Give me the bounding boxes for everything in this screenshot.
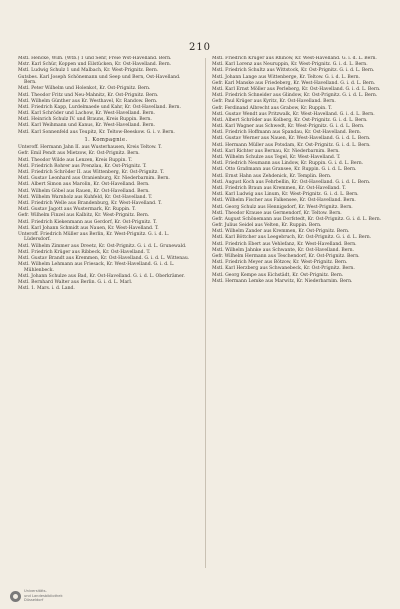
list-entry: Mstl. Karl Johann Schmidt aus Nauen, Kr. West-Havelland. T. [18, 225, 159, 231]
list-entry: Mstl. Karl Ludwig aus Linum, Kr. West-Prignitz. G. i. d. L. Bern. [212, 192, 359, 198]
list-entry: Mstl. Gustav Wendt aus Pritzwalk, Kr. West-Havelland. G. i. d. L. Bern. [212, 111, 375, 117]
right-column [212, 56, 388, 576]
list-entry: Mstl. 1. Mars. i. d. Land. [18, 286, 75, 292]
list-entry: Mstl. Karl Schröder und Lachow, Kr. West-Havelland. Bern. [18, 111, 155, 117]
list-entry: Mstl. Albert Simon aus Marolin, Kr. Ost-Havelland. Bern. [18, 182, 150, 188]
list-entry: Mstl. Karl Sonnenfeld aus Teupitz, Kr. Teltow-Beeskow. G. i. v. Bern. [18, 129, 175, 135]
list-entry: Mstl. Theodor Krause aus Germendorf, Kr. Teltow. Bern. [212, 210, 342, 216]
list-entry: Mstl. Wilhelm Günther aus Kr. Westhavel, Kr. Randow. Bern. [18, 98, 158, 104]
list-entry: Mstl. Otto Graßmann aus Gransee, Kr. Ruppin. G. i. d. L. Bern. [212, 167, 357, 173]
list-entry: Mstl. Friedrich Kiekenmann aus Gerdorf, Kr. Ost-Prignitz. T. [18, 219, 157, 225]
list-entry: Mstl. Wilhelm Schulze aus Tegel, Kr. West-Havelland. T. [212, 155, 341, 160]
list-entry: Mstl. Friedrich Welle aus Brandenburg, Kr. West-Havelland. T. [18, 200, 162, 206]
library-logo-icon [10, 591, 21, 602]
list-entry: Mstl. Heinrich Schulz IV. und Brauns, Kreis Ruppin. Bern. [18, 117, 152, 123]
list-entry: Gutsbes. Karl Joseph Schönemann und Seep und Bern, Ost-Havelland. Bern. [18, 74, 181, 86]
list-entry: Mstl. Karl Weihmann und Kanus, Kr. West-Havelland. Bern. [18, 123, 155, 129]
logo-line-3: Düsseldorf [24, 598, 44, 603]
page-number: 210 [188, 42, 212, 53]
list-entry: Gefr. Julius Seidel aus Velten, Kr. Ruppin. Bern. [212, 223, 322, 229]
list-entry: Mstl. Wilhelm Zimmer aus Dreetz, Kr. Ost-Prignitz. G. i. d. L. Grunewald. [18, 243, 187, 249]
list-entry: Mstl. Johann Schulze aus Bad, Kr. Ost-Havelland. G. i. d. L. Oberkrämer. [18, 274, 185, 279]
list-entry: Gefr. Wilhelm Finzel aus Kalbitz, Kr. West-Prignitz. Bern. [18, 213, 150, 219]
list-entry: Mstl. Theodor Fritz und Neu-Mahnitz, Kr. Ost-Prignitz. Bern. [18, 92, 159, 98]
list-entry: Mstl. Hermann Lemke aus Marwitz, Kr. Niederbarnim. Bern. [212, 278, 353, 284]
list-entry: Gefr. August Schönemann aus Dorfstedt, Kr. Ost-Prignitz. G. i. d. L. Bern. [212, 216, 382, 222]
list-entry: Mstl. Friedrich Krüger aus Rhinow, Kr. West-Havelland. G. i. d. L. Bern. [212, 56, 377, 61]
left-column [18, 56, 194, 576]
list-entry: Mstl. Karl Richter aus Bernau, Kr. Niederbarnim. Bern. [212, 148, 340, 154]
list-entry: Mstl. August Koch aus Fehrbellin, Kr. Ost-Havelland. G. i. d. L. Bern. [212, 179, 371, 185]
logo-line-2: und Landesbibliothek [24, 593, 63, 598]
list-entry: Mstl. Friedrich Braun aus Kremmen, Kr. Ost-Havelland. T. [212, 185, 346, 191]
list-entry: Mstl. Friedrich Neumann aus Lindow, Kr. Ruppin. G. i. d. L. Bern. [212, 161, 364, 167]
list-entry: Mstl. Theodor Wilde aus Lenzen, Kreis Ruppin. T. [18, 157, 133, 163]
list-entry: Mstl. Karl Böttcher aus Leegebruch, Kr. Ost-Prignitz. G. i. d. L. Bern. [212, 235, 372, 241]
left-entry-list [18, 56, 194, 292]
section-heading: 1. Kompagnie. [84, 137, 128, 144]
list-entry: Mstl. Wilhelm Jahnke aus Schwante, Kr. Ost-Havelland. Bern. [212, 247, 354, 253]
list-entry: Mstl. Wilhelm Warnholz aus Kuhfeld, Kr. Ost-Havelland. T. [18, 194, 153, 200]
list-entry: Mstl. Wilhelm Lehmann aus Friesack, Kr. West-Havelland. G. i. d. L. Mühlenbeck. [18, 262, 175, 273]
column-divider [205, 58, 206, 568]
list-entry: Mstl. Karl Herzberg aus Schwanebeck, Kr. Ost-Prignitz. Bern. [212, 266, 355, 272]
list-entry: Mstl. Wilhelm Fischer aus Falkensee, Kr. Ost-Havelland. Bern. [212, 198, 356, 204]
list-entry: Mstl. Karl Wagner aus Schwedt, Kr. West-Prignitz. G. i. d. L. Bern. [212, 124, 365, 130]
list-entry: Mstl. Gustav Brandt aus Kremmen, Kr. Ost-Havelland. G. i. d. L. Wittenau. [18, 256, 190, 262]
list-entry: Mstl. Karl Ernst Möller aus Perleberg, Kr. Ost-Havelland. G. i. d. L. Bern. [212, 86, 381, 92]
list-entry: Gefr. Ferdinand Albrecht aus Grabow, Kr. Ruppin. T. [212, 105, 332, 111]
list-entry: Unteroff. Hermann Jahn II. aus Wusterhausen, Kreis Teltow. T. [18, 145, 162, 151]
list-entry: Gefr. Paul Krüger aus Kyritz, Kr. Ost-Havelland. Bern. [212, 99, 336, 105]
library-logo [10, 589, 80, 603]
list-entry: Mstl. Ludwig Schulz 1 und Malbach, Kr. West-Prignitz. Bern. [18, 68, 159, 74]
list-entry: Mstl. Ernst Hahn aus Zehdenick, Kr. Templin. Bern. [212, 173, 332, 179]
list-entry: Mstl. Friedrich Ebert aus Vehlefanz, Kr. West-Havelland. Bern. [212, 241, 357, 247]
list-entry: Mstl. Wilhelm Göbel aus Rauen, Kr. Ost-Havelland. Bern. [18, 188, 150, 194]
list-entry: Mstl. Friedrich Krüger aus Ribbeck, Kr. Ost-Havelland. T. [18, 249, 151, 255]
list-entry: Mstr. Karl Schür, Koppen und Eilstücken, Kr. Ost-Havelland. Bern. [18, 62, 172, 68]
list-entry: Mstl. Friedrich Hoffmann aus Spandau, Kr. Ost-Havelland. Bern. [212, 130, 362, 136]
logo-line-1: Universitäts- [24, 589, 47, 594]
list-entry: Gefr. Karl Manske aus Friedeberg, Kr. West-Havelland. G. i. d. L. Bern. [212, 80, 376, 86]
list-entry: Mstl. Friedrich Schröder II. aus Wittenberg, Kr. Ost-Prignitz. T. [18, 170, 164, 175]
list-entry: Mstl. Friedrich Schultz aus Wittstock, Kr. Ost-Prignitz. G. i. d. L. Bern. [212, 68, 375, 74]
list-entry: Mstl. Gustav Jagott aus Wustermark, Kr. Ruppin. T. [18, 207, 136, 213]
list-entry: Mstl. Hencke, Wilh. (Wtb.) 1 und Sehr, Freie Wst-Havelland. Bern. [18, 56, 172, 61]
list-entry: Gefr. Wilhelm Hermann aus Teschendorf, Kr. Ost-Prignitz. Bern. [212, 254, 360, 259]
list-entry: Mstl. Johann Lange aus Wittenberge, Kr. Teltow. G. i. d. L. Bern. [212, 74, 360, 80]
list-entry: Mstl. Friedrich Rohrer aus Prenzlau, Kr. Ost-Prignitz. T. [18, 163, 147, 169]
list-entry: Mstl. Georg Schulz aus Hennigsdorf, Kr. West-Prignitz. Bern. [212, 204, 353, 210]
list-entry: Mstl. Friedrich Schneider aus Glindow, Kr. Ost-Prignitz. G. i. d. L. Bern. [212, 93, 378, 99]
list-entry: Mstl. Gustav Werner aus Nauen, Kr. West-Havelland. G. i. d. L. Bern. [212, 136, 371, 142]
list-entry: Mstl. Karl Lorenz aus Neuruppin, Kr. West-Prignitz. G. i. d. L. Bern. [212, 62, 368, 68]
list-entry: Mstl. Gustav Leonhard aus Oranienburg, Kr. Niederbarnim. Bern. [18, 176, 170, 182]
right-entry-list [212, 56, 388, 284]
list-entry: Mstl. Peter Wilhelm und Holenkot, Kr. Ost-Prignitz. Bern. [18, 86, 151, 92]
list-entry: Gefr. Emil Pendt aus Mietzow, Kr. Ost-Prignitz. Bern. [18, 151, 140, 157]
list-entry: Unteroff. Friedrich Müller aus Berlin, Kr. West-Prignitz. G. i. d. L. Lüdersdorf. [18, 231, 169, 243]
list-entry: Mstl. Friedrich Meyer aus Bötzow, Kr. West-Prignitz. Bern. [212, 260, 348, 266]
list-entry: Mstl. Georg Kempe aus Eichstädt, Kr. Ost-Prignitz. Bern. [212, 272, 344, 278]
list-entry: Mstl. Hermann Müller aus Potsdam, Kr. Ost-Prignitz. G. i. d. L. Bern. [212, 142, 371, 148]
list-entry: Mstl. Bernhard Walter aus Berlin. G. i. d. L. Marl. [18, 280, 133, 286]
list-entry: Mstl. Wilhelm Zander aus Kremmen, Kr. Ost-Prignitz. Bern. [212, 229, 350, 235]
library-logo-text [24, 589, 63, 602]
list-entry: Mstl. Albert Schröder aus Kolberg, Kr. Ost-Prignitz. G. i. d. L. Bern. [212, 117, 368, 123]
list-entry: Mstl. Friedrich Kapp, Lurdelmaede und Kahr, Kr. Ost-Havelland. Bern. [18, 104, 181, 110]
